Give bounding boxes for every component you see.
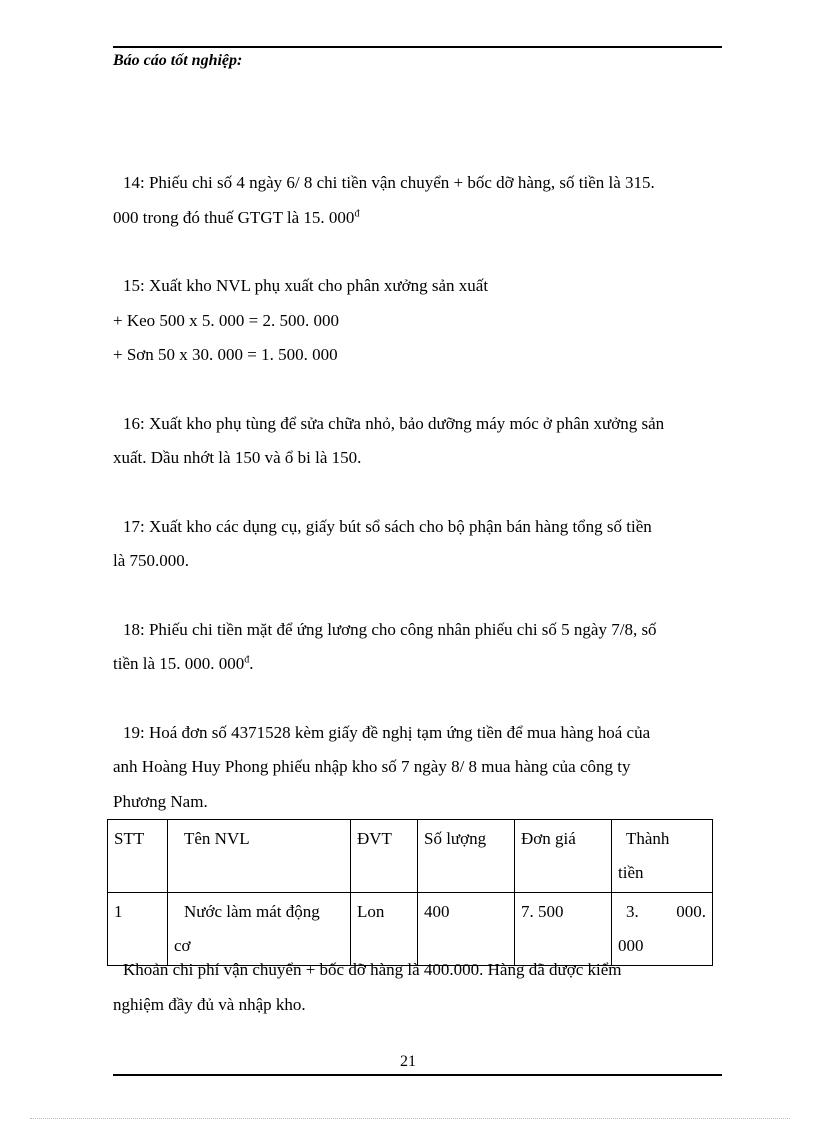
- cell-total-part: 3.: [626, 902, 639, 921]
- cell-name-1: [184, 895, 344, 929]
- after-table-paragraph: [113, 953, 722, 1022]
- cell-price: 7. 500: [515, 893, 612, 966]
- paragraph-18: [113, 613, 722, 682]
- body-text: [113, 166, 722, 819]
- p17-line2: là 750.000.: [113, 551, 190, 570]
- header-rule: [113, 46, 722, 48]
- p15-line1: 15: Xuất kho NVL phụ xuất cho phân xưởng sản xuất: [123, 276, 489, 295]
- p15-line2: + Keo 500 x 5. 000 = 2. 500. 000: [113, 310, 339, 330]
- header-total-2: tiền: [618, 863, 644, 882]
- p18-period: .: [249, 654, 254, 673]
- p18-word: 000.: [184, 654, 215, 673]
- cell-total-1: [618, 895, 706, 929]
- p18-line2: [113, 647, 722, 682]
- header-name: Tên NVL: [168, 820, 351, 893]
- currency-mark: đ: [244, 654, 250, 666]
- after-line2: nghiệm đầy đủ và nhập kho.: [113, 994, 306, 1014]
- cell-total-part: 000.: [676, 902, 706, 921]
- p16-line1: 16: Xuất kho phụ tùng để sửa chữa nhỏ, bảo dưỡng máy móc ở phân xưởng sản: [123, 413, 665, 433]
- paragraph-19: [113, 716, 722, 820]
- header-unit: ĐVT: [351, 820, 418, 893]
- currency-mark: đ: [354, 207, 360, 219]
- cell-total-2: 000: [618, 936, 644, 955]
- p14-line2: [113, 201, 722, 236]
- p18-word: 000: [218, 654, 245, 673]
- p18-word: 15.: [159, 654, 181, 673]
- p14-line1: 14: Phiếu chi số 4 ngày 6/ 8 chi tiền vận chuyển + bốc dỡ hàng, số tiền là 315.: [123, 173, 655, 192]
- footer-rule: [113, 1074, 722, 1076]
- page-edge-divider: [30, 1118, 790, 1119]
- header-total-1: Thành: [626, 829, 670, 848]
- after-line1: Khoản chi phí vận chuyển + bốc dỡ hàng là 400.000. Hàng đã được kiểm: [123, 960, 622, 979]
- p15-line3: + Sơn 50 x 30. 000 = 1. 500. 000: [113, 345, 338, 364]
- materials-table: [107, 819, 713, 966]
- p18-word: tiền: [113, 654, 139, 673]
- table-header-row: [108, 820, 713, 893]
- p16-line2: xuất. Dầu nhớt là 150 và ổ bi là 150.: [113, 448, 362, 467]
- p19-line2: anh Hoàng Huy Phong phiếu nhập kho số 7 ngày 8/ 8 mua hàng của công ty: [113, 757, 631, 776]
- header-price: Đơn giá: [515, 820, 612, 893]
- header-stt: STT: [108, 820, 168, 893]
- cell-unit: Lon: [351, 893, 418, 966]
- header-total: [612, 820, 713, 893]
- cell-stt: 1: [108, 893, 168, 966]
- p18-amount-end: [219, 654, 254, 673]
- p19-line1: 19: Hoá đơn số 4371528 kèm giấy đề nghị tạm ứng tiền để mua hàng hoá của: [123, 722, 651, 742]
- cell-name-2: cơ: [174, 936, 191, 955]
- p17-line1: 17: Xuất kho các dụng cụ, giấy bút sổ sách cho bộ phận bán hàng tổng số tiền: [123, 516, 652, 536]
- p14-line2-text: 000 trong đó thuế GTGT là 15. 000: [113, 207, 355, 227]
- cell-qty: 400: [418, 893, 515, 966]
- page-number: 21: [400, 1053, 416, 1070]
- cell-name-text: Nước làm mát động: [184, 902, 320, 921]
- p18-line1: 18: Phiếu chi tiền mặt để ứng lương cho công nhân phiếu chi số 5 ngày 7/8, số: [123, 619, 657, 639]
- paragraph-16: [113, 407, 722, 476]
- paragraph-15: [113, 269, 722, 373]
- p19-line3: Phương Nam.: [113, 791, 208, 811]
- p18-word: là: [142, 654, 156, 673]
- paragraph-14: [113, 166, 722, 235]
- paragraph-17: [113, 510, 722, 579]
- header-qty: Số lượng: [418, 820, 515, 893]
- header-title: Báo cáo tốt nghiệp:: [113, 52, 243, 69]
